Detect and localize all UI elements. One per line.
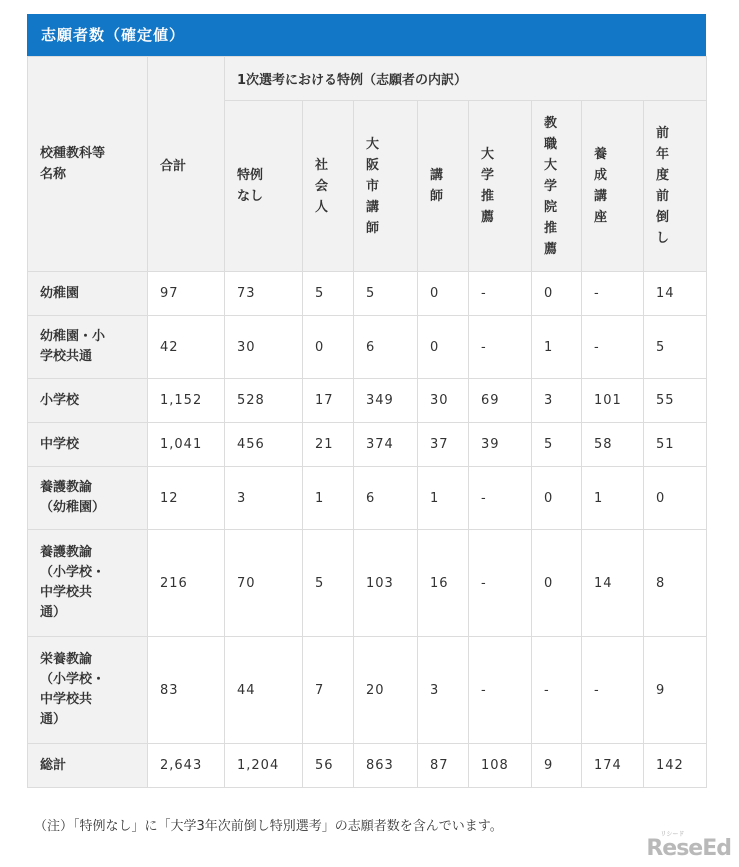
row-label: 養護教諭 （小学校・ 中学校共 通） [28, 530, 148, 637]
row-label: 小学校 [28, 379, 148, 423]
table-row [28, 316, 707, 379]
table-cell: 20 [354, 637, 418, 744]
table-cell: 5 [532, 423, 582, 467]
table-cell: 1,152 [148, 379, 225, 423]
table-cell: 863 [354, 744, 418, 788]
header-school-type: 校種教科等 名称 [28, 57, 148, 272]
table-cell: 3 [225, 467, 303, 530]
table-cell: - [532, 637, 582, 744]
table-cell: - [582, 272, 644, 316]
table-cell: 42 [148, 316, 225, 379]
table-cell: 456 [225, 423, 303, 467]
table-cell: 103 [354, 530, 418, 637]
table-cell: 9 [644, 637, 707, 744]
table-cell: 2,643 [148, 744, 225, 788]
row-label: 中学校 [28, 423, 148, 467]
table-cell: 17 [303, 379, 354, 423]
table-cell: 16 [418, 530, 469, 637]
row-label: 幼稚園 [28, 272, 148, 316]
table-cell: 0 [532, 272, 582, 316]
header-column: 社 会 人 [303, 101, 354, 272]
header-special-group: 1次選考における特例（志願者の内訳） [225, 57, 707, 101]
header-column: 教 職 大 学 院 推 薦 [532, 101, 582, 272]
header-column: 大 学 推 薦 [469, 101, 532, 272]
table-cell: 3 [418, 637, 469, 744]
table-cell: 30 [418, 379, 469, 423]
table-cell: 97 [148, 272, 225, 316]
table-cell: 21 [303, 423, 354, 467]
table-cell: - [582, 637, 644, 744]
table-cell: 528 [225, 379, 303, 423]
footnote: （注）「特例なし」に「大学3年次前倒し特別選考」の志願者数を含んでいます。 [34, 819, 503, 834]
table-cell: 1 [582, 467, 644, 530]
logo-text: ReseEd [646, 836, 731, 861]
header-total: 合計 [148, 57, 225, 272]
table-cell: 7 [303, 637, 354, 744]
table-cell: 30 [225, 316, 303, 379]
table-cell: 56 [303, 744, 354, 788]
table-cell: - [469, 272, 532, 316]
header-column: 養 成 講 座 [582, 101, 644, 272]
table-cell: 70 [225, 530, 303, 637]
table-cell: - [469, 530, 532, 637]
table-cell: - [469, 637, 532, 744]
table-cell: 55 [644, 379, 707, 423]
table-cell: 5 [303, 272, 354, 316]
table-cell: 1 [303, 467, 354, 530]
table-cell: 3 [532, 379, 582, 423]
table-cell: 0 [532, 467, 582, 530]
table-cell: 14 [582, 530, 644, 637]
table-cell: 1 [532, 316, 582, 379]
row-label: 総計 [28, 744, 148, 788]
logo-subtext: リシード [660, 831, 685, 838]
table-cell: 216 [148, 530, 225, 637]
table-cell: 73 [225, 272, 303, 316]
table-cell: 0 [418, 316, 469, 379]
table-cell: 0 [644, 467, 707, 530]
applicant-table [27, 56, 707, 788]
table-cell: 374 [354, 423, 418, 467]
table-cell: 1,204 [225, 744, 303, 788]
table-cell: 87 [418, 744, 469, 788]
header-column: 講 師 [418, 101, 469, 272]
table-cell: 44 [225, 637, 303, 744]
table-cell: 14 [644, 272, 707, 316]
table-cell: 0 [532, 530, 582, 637]
table-cell: - [469, 467, 532, 530]
table-cell: 37 [418, 423, 469, 467]
table-cell: 174 [582, 744, 644, 788]
table-cell: 69 [469, 379, 532, 423]
table-row [28, 467, 707, 530]
table-cell: 5 [354, 272, 418, 316]
table-row [28, 272, 707, 316]
table-cell: - [469, 316, 532, 379]
table-title: 志願者数（確定値） [27, 14, 706, 56]
table-row [28, 379, 707, 423]
watermark-logo [646, 831, 731, 861]
table-cell: 9 [532, 744, 582, 788]
row-label: 養護教諭 （幼稚園） [28, 467, 148, 530]
table-cell: 0 [303, 316, 354, 379]
table-cell: - [582, 316, 644, 379]
table-cell: 142 [644, 744, 707, 788]
table-cell: 0 [418, 272, 469, 316]
table-cell: 108 [469, 744, 532, 788]
data-table-container [27, 14, 706, 788]
table-row [28, 423, 707, 467]
table-cell: 83 [148, 637, 225, 744]
header-column: 大 阪 市 講 師 [354, 101, 418, 272]
table-cell: 12 [148, 467, 225, 530]
table-row [28, 637, 707, 744]
table-cell: 5 [644, 316, 707, 379]
table-cell: 1 [418, 467, 469, 530]
table-row [28, 530, 707, 637]
table-cell: 349 [354, 379, 418, 423]
table-cell: 6 [354, 316, 418, 379]
table-cell: 6 [354, 467, 418, 530]
row-label: 栄養教諭 （小学校・ 中学校共 通） [28, 637, 148, 744]
header-column: 前 年 度 前 倒 し [644, 101, 707, 272]
table-cell: 101 [582, 379, 644, 423]
table-row [28, 744, 707, 788]
table-cell: 51 [644, 423, 707, 467]
row-label: 幼稚園・小 学校共通 [28, 316, 148, 379]
header-column: 特例 なし [225, 101, 303, 272]
table-cell: 39 [469, 423, 532, 467]
table-cell: 1,041 [148, 423, 225, 467]
table-cell: 58 [582, 423, 644, 467]
table-cell: 8 [644, 530, 707, 637]
table-cell: 5 [303, 530, 354, 637]
